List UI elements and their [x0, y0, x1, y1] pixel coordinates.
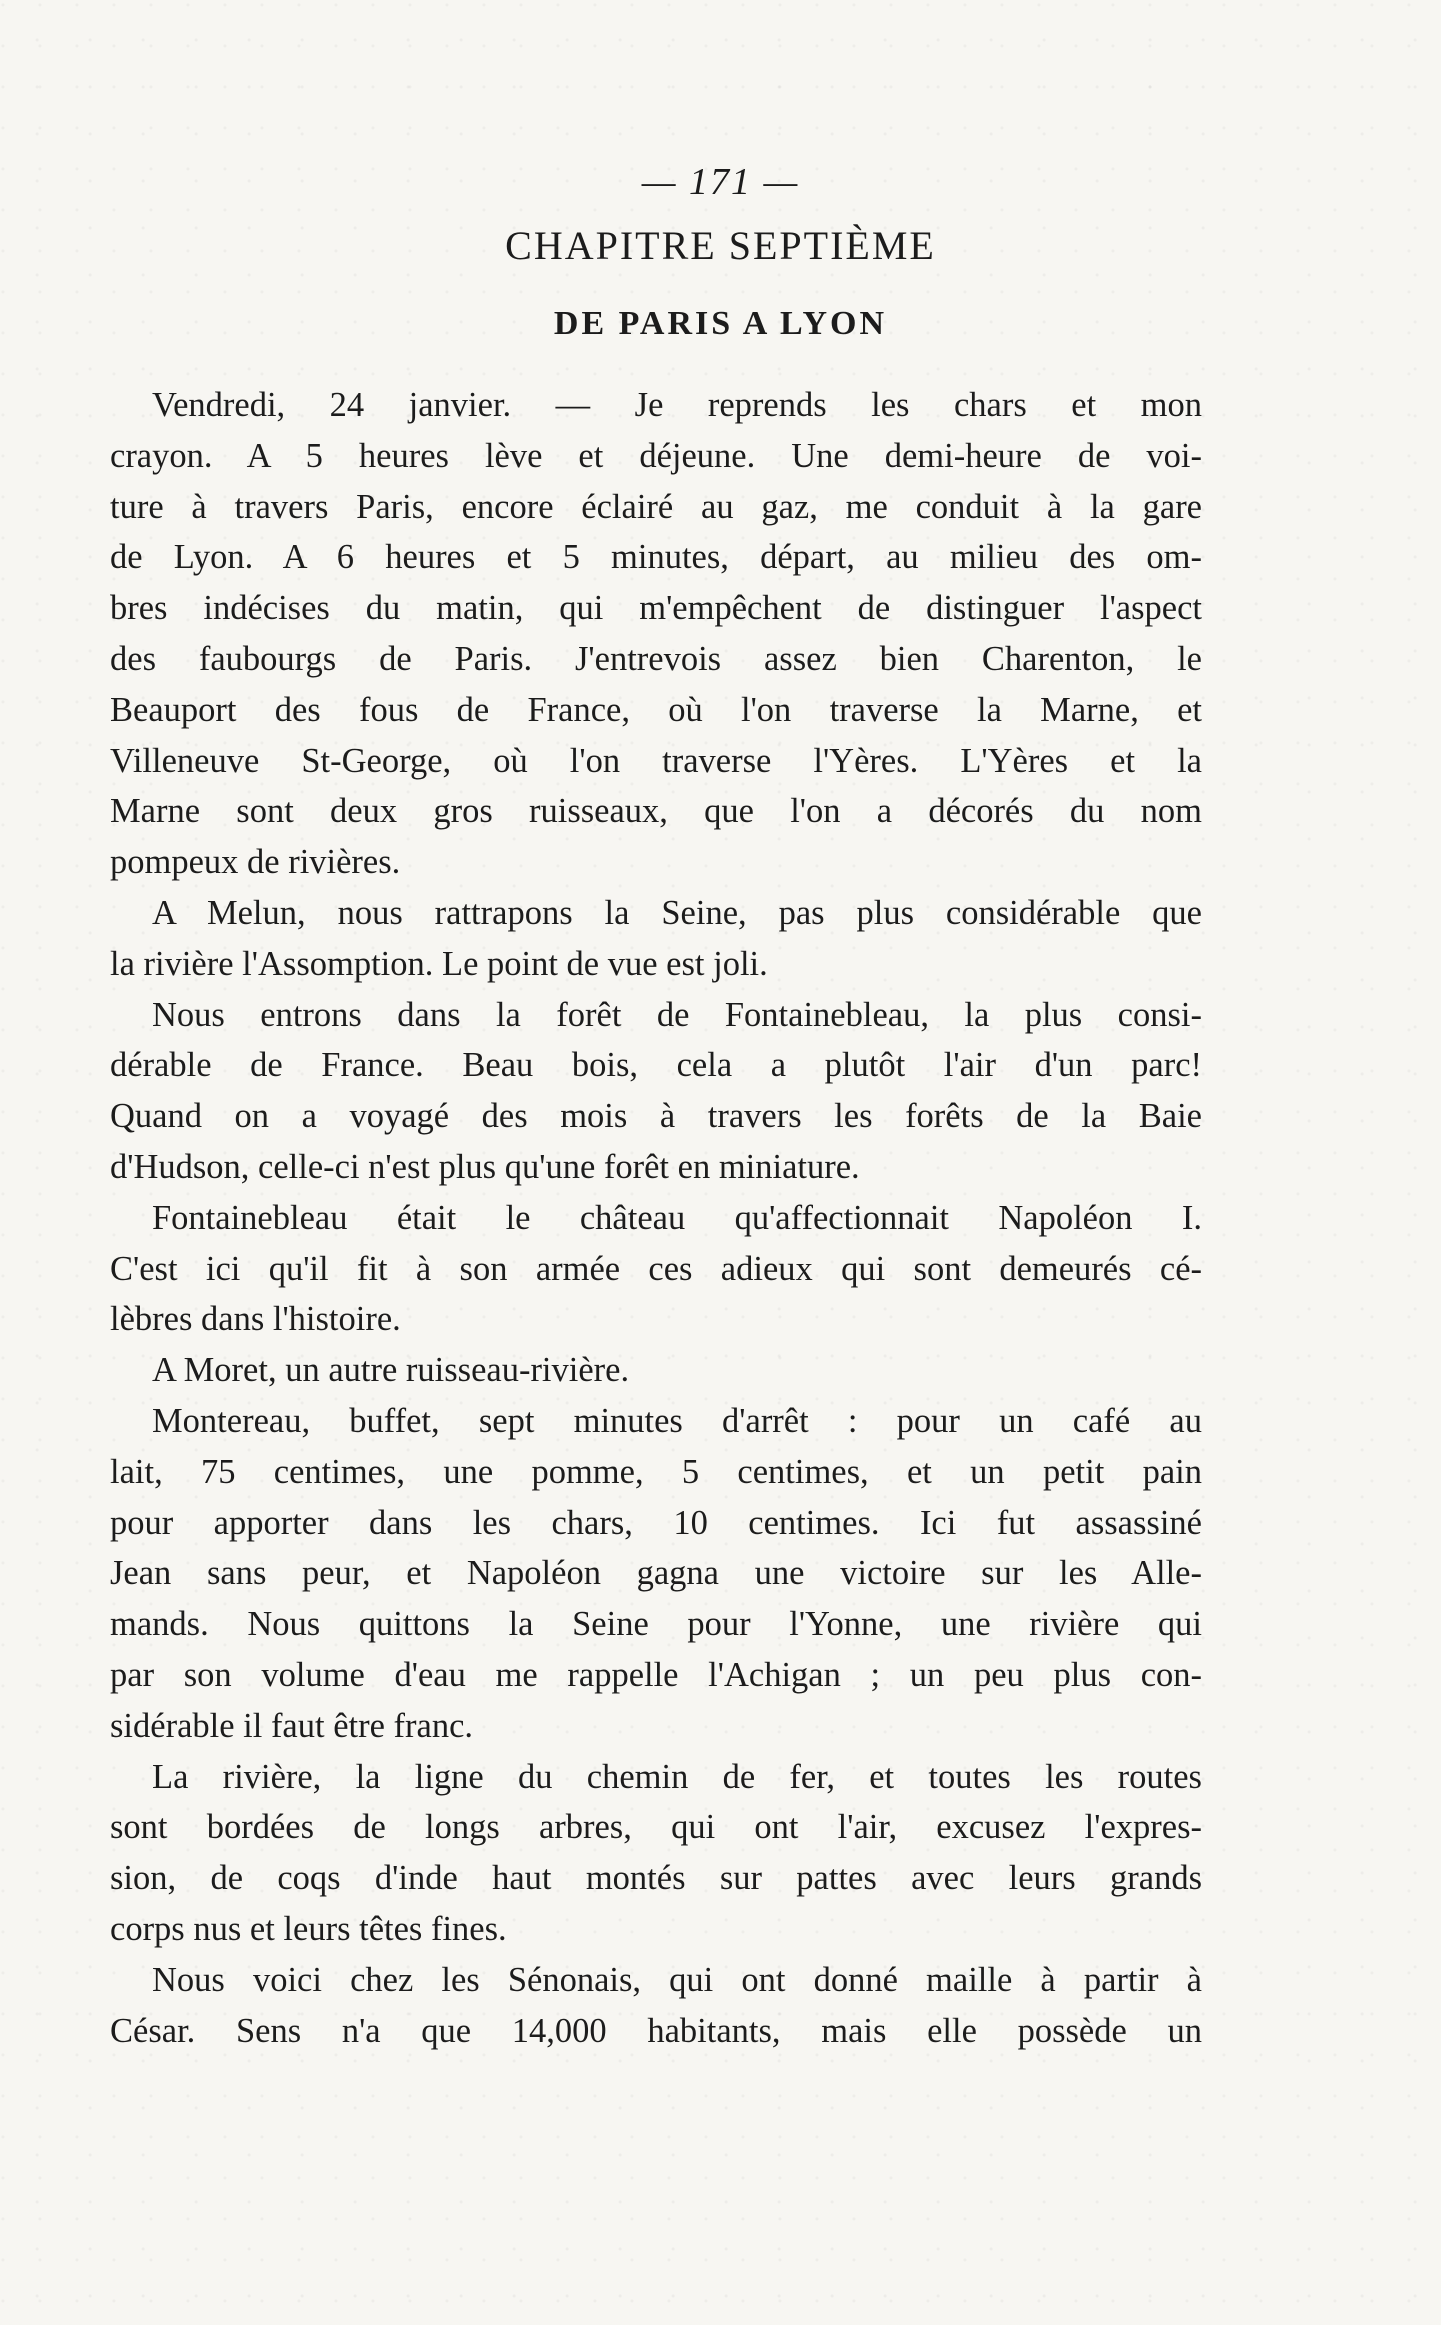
text-line: César. Sens n'a que 14,000 habitants, mais elle possède un — [110, 2011, 1202, 2050]
text-line: de Lyon. A 6 heures et 5 minutes, départ, au milieu des om- — [110, 538, 1202, 577]
text-line: Quand on a voyagé des mois à travers les forêts de la Baie — [110, 1097, 1202, 1136]
text-line: sont bordées de longs arbres, qui ont l'air, excusez l'expres- — [110, 1808, 1202, 1847]
text-line: Nous entrons dans la forêt de Fontainebleau, la plus consi- — [152, 995, 1202, 1034]
text-line: pour apporter dans les chars, 10 centimes. Ici fut assassiné — [110, 1503, 1202, 1542]
text-line: d'Hudson, celle-ci n'est plus qu'une forêt en miniature. — [110, 1147, 860, 1186]
text-line: La rivière, la ligne du chemin de fer, et toutes les routes — [152, 1757, 1202, 1796]
text-line: Vendredi, 24 janvier. — Je reprends les chars et mon — [152, 386, 1202, 424]
text-line: A Melun, nous rattrapons la Seine, pas plus considérable que — [152, 893, 1202, 932]
text-line: pompeux de rivières. — [110, 843, 401, 882]
text-line: bres indécises du matin, qui m'empêchent de distinguer l'aspect — [110, 589, 1202, 628]
text-line: crayon. A 5 heures lève et déjeune. Une demi-heure de voi- — [110, 436, 1202, 475]
text-line: dérable de France. Beau bois, cela a plutôt l'air d'un parc! — [110, 1046, 1202, 1085]
text-line: lèbres dans l'histoire. — [110, 1300, 401, 1339]
section-title: DE PARIS A LYON — [553, 305, 888, 342]
text-line: lait, 75 centimes, une pomme, 5 centimes, et un petit pain — [110, 1452, 1202, 1491]
text-line: Marne sont deux gros ruisseaux, que l'on a décorés du nom — [110, 792, 1202, 831]
text-line: mands. Nous quittons la Seine pour l'Yonne, une rivière qui — [110, 1605, 1202, 1644]
page-number: — 171 — — [641, 161, 800, 203]
text-line: A Moret, un autre ruisseau-rivière. — [152, 1351, 630, 1390]
text-line: la rivière l'Assomption. Le point de vue est joli. — [110, 944, 768, 983]
text-line: Jean sans peur, et Napoléon gagna une victoire sur les Alle- — [110, 1554, 1202, 1593]
text-line: Beauport des fous de France, où l'on traverse la Marne, et — [110, 690, 1202, 729]
chapter-title: CHAPITRE SEPTIÈME — [505, 223, 936, 268]
text-line: des faubourgs de Paris. J'entrevois assez bien Charenton, le — [110, 639, 1202, 678]
text-line: Fontainebleau était le château qu'affectionnait Napoléon I. — [152, 1198, 1202, 1237]
text-line: corps nus et leurs têtes fines. — [110, 1909, 507, 1948]
text-line: sidérable il faut être franc. — [110, 1706, 474, 1745]
text-line: sion, de coqs d'inde haut montés sur pattes avec leurs grands — [110, 1859, 1202, 1898]
text-line: Montereau, buffet, sept minutes d'arrêt : pour un café au — [152, 1401, 1202, 1440]
text-line: Nous voici chez les Sénonais, qui ont donné maille à partir à — [152, 1960, 1202, 1999]
text-line: Villeneuve St-George, où l'on traverse l'Yères. L'Yères et la — [110, 741, 1202, 780]
text-line: par son volume d'eau me rappelle l'Achigan ; un peu plus con- — [110, 1655, 1202, 1694]
text-line: ture à travers Paris, encore éclairé au gaz, me conduit à la gare — [110, 487, 1202, 526]
text-line: C'est ici qu'il fit à son armée ces adieux qui sont demeurés cé- — [110, 1249, 1202, 1288]
body-text — [110, 380, 1202, 2056]
